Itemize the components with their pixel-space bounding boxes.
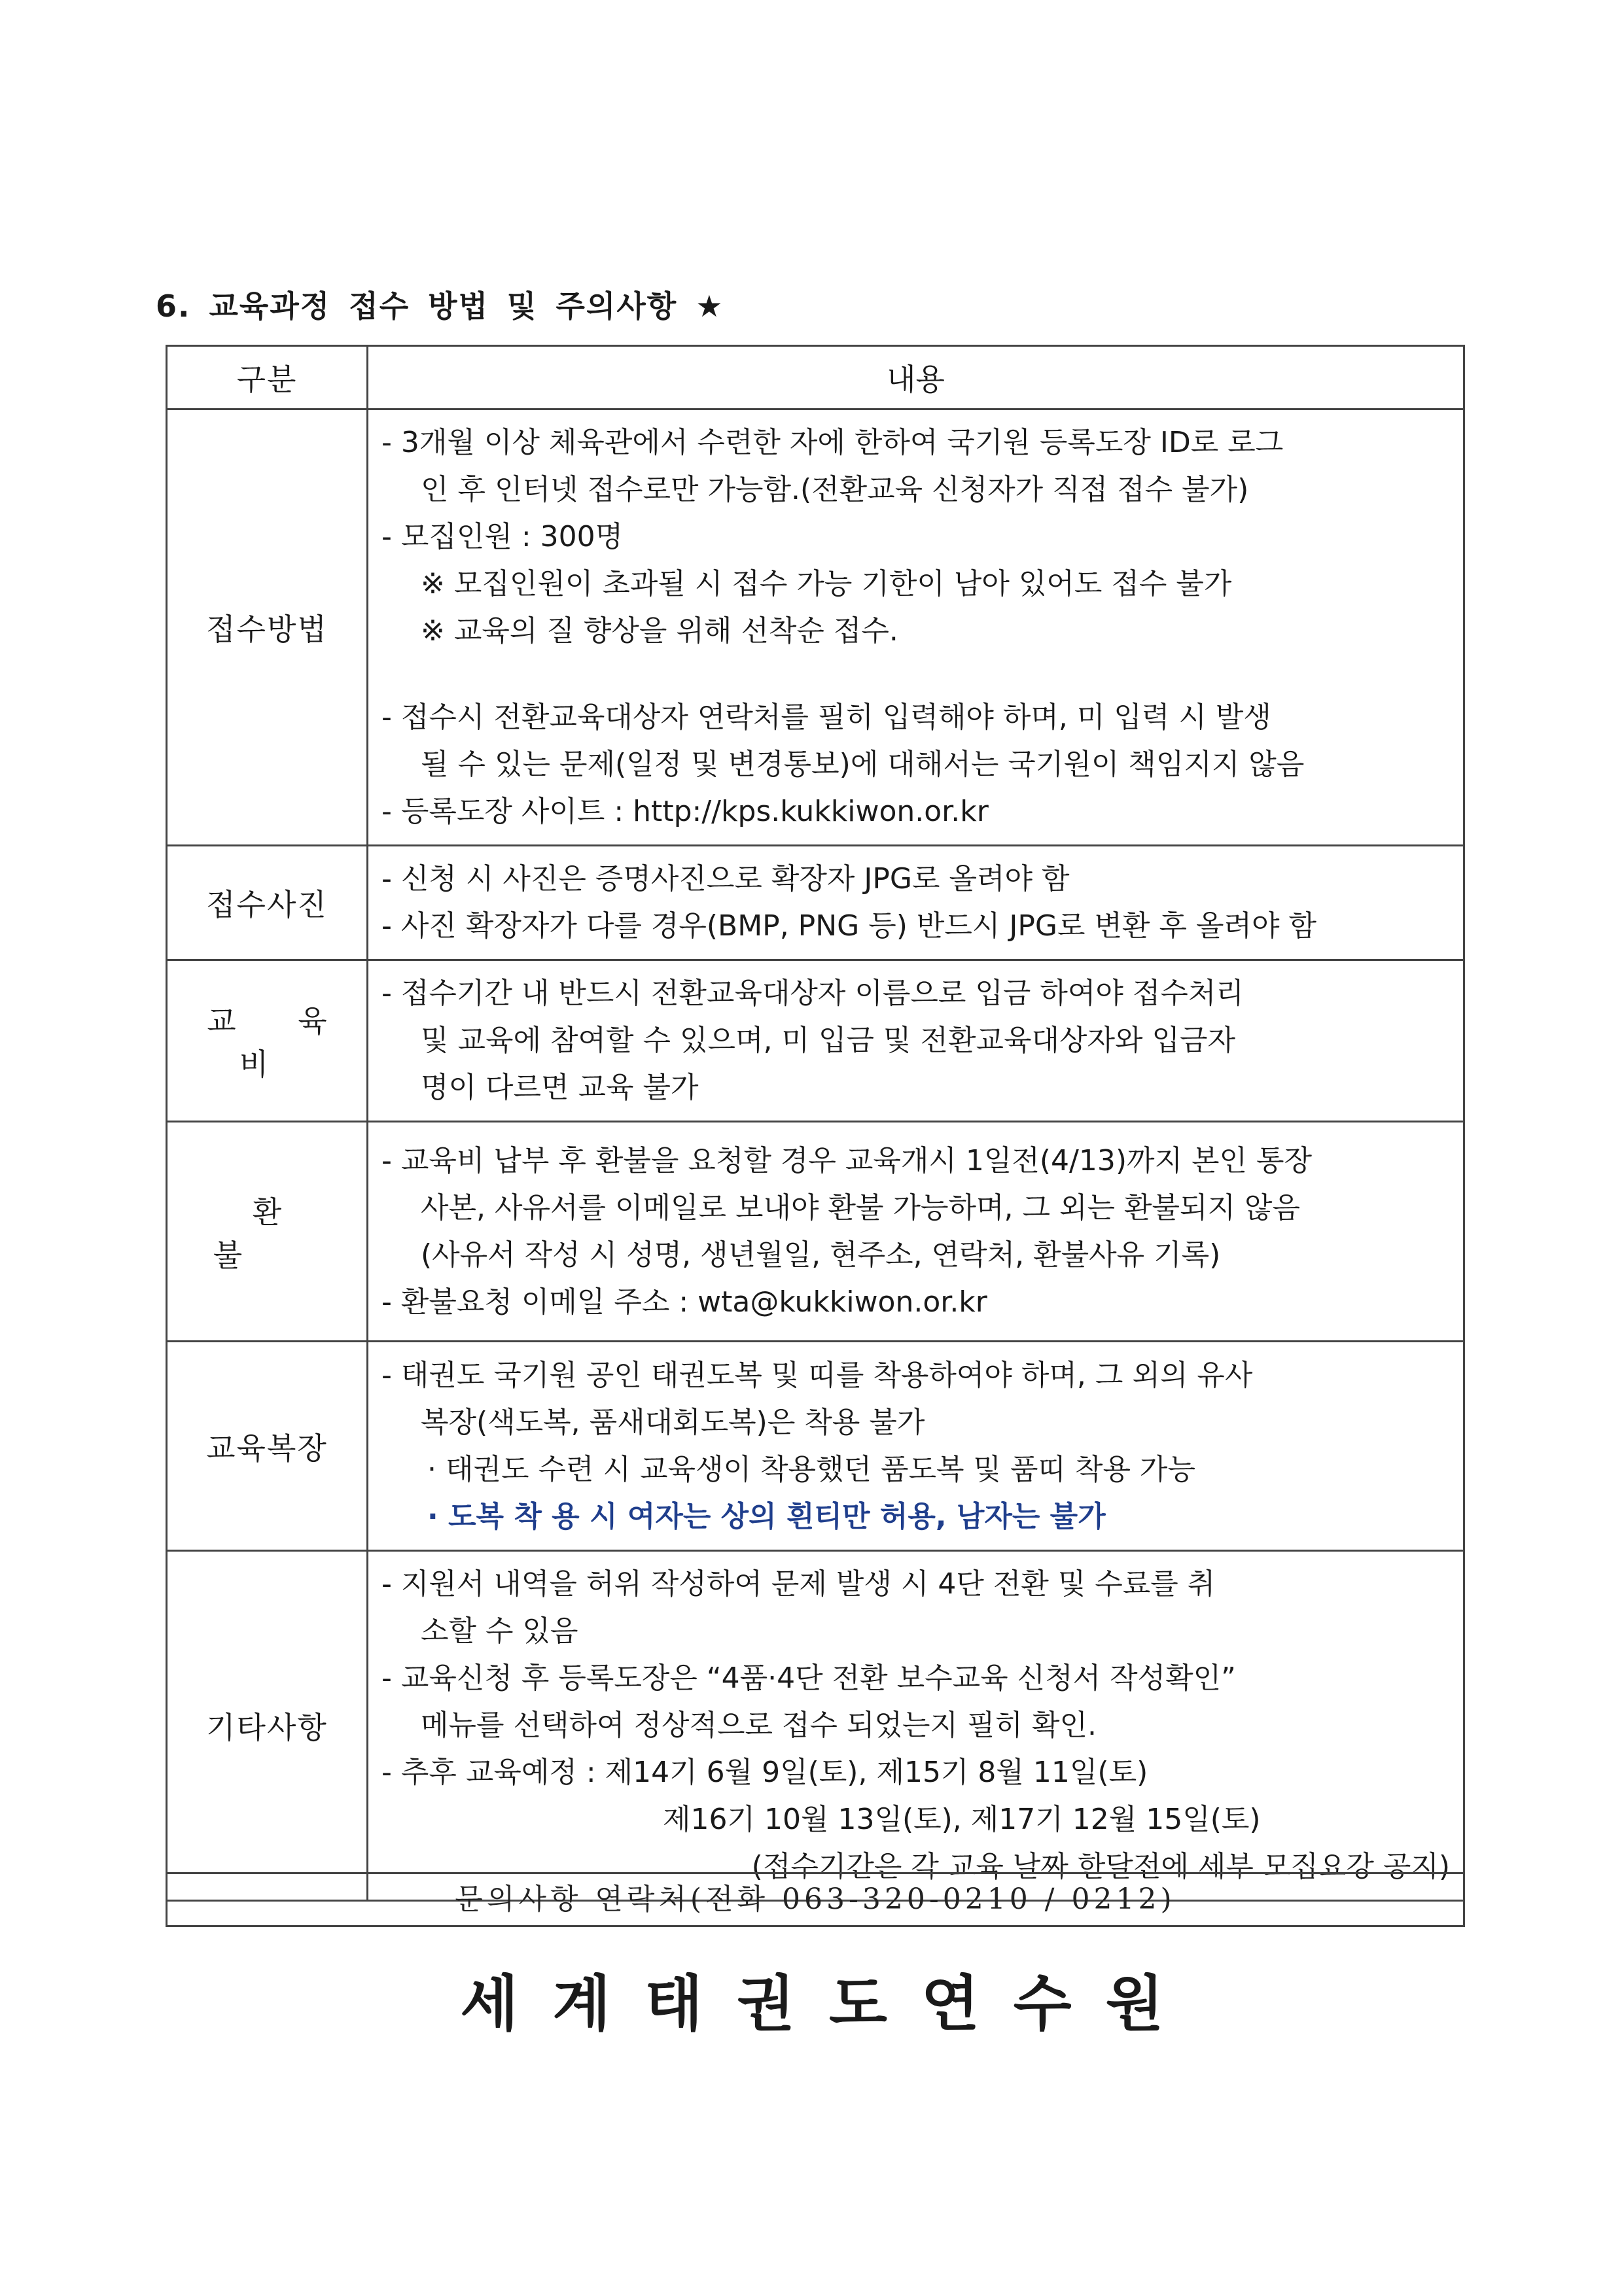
content-line: - 태권도 국기원 공인 태권도복 및 띠를 착용하여야 하며, 그 외의 유사 (381, 1358, 1253, 1392)
header-category: 구분 (167, 346, 368, 409)
content-line: - 교육신청 후 등록도장은 “4품·4단 전환 보수교육 신청서 작성확인” (381, 1661, 1236, 1695)
content-line: - 환불요청 이메일 주소 : wta@kukkiwon.or.kr (381, 1285, 987, 1319)
content-line: · 태권도 수련 시 교육생이 착용했던 품도복 및 품띠 착용 가능 (427, 1452, 1195, 1486)
row-category: 기타사항 (167, 1551, 368, 1901)
row-category: 교육복장 (167, 1342, 368, 1551)
content-line: - 접수시 전환교육대상자 연락처를 필히 입력해야 하며, 미 입력 시 발생 (381, 701, 1271, 734)
row-content (368, 1551, 1464, 1901)
table-row (167, 1342, 1464, 1551)
content-line: 될 수 있는 문제(일정 및 변경통보)에 대해서는 국기원이 책임지지 않음 (421, 748, 1305, 781)
content-line: 메뉴를 선택하여 정상적으로 접수 되었는지 필히 확인. (421, 1709, 1097, 1742)
content-line: 명이 다르면 교육 불가 (421, 1071, 699, 1104)
content-line: 복장(색도복, 품새대회도복)은 착용 불가 (421, 1405, 925, 1439)
content-line: ※ 교육의 질 향상을 위해 선착순 접수. (421, 614, 898, 648)
content-line: - 신청 시 사진은 증명사진으로 확장자 JPG로 올려야 함 (381, 862, 1070, 896)
table-row (167, 960, 1464, 1122)
organization-name: 세계태권도연수원 (460, 1969, 1198, 2039)
content-line: - 지원서 내역을 허위 작성하여 문제 발생 시 4단 전환 및 수료를 취 (381, 1567, 1216, 1601)
row-category: 접수사진 (167, 846, 368, 960)
row-category: 접수방법 (167, 409, 368, 846)
contact-box: 문의사항 연락처(전화 063-320-0210 / 0212) (166, 1872, 1465, 1927)
content-line: - 교육비 납부 후 환불을 요청할 경우 교육개시 1일전(4/13)까지 본인 통장 (381, 1143, 1312, 1177)
table-row (167, 846, 1464, 960)
content-line: 제16기 10월 13일(토), 제17기 12월 15일(토) (663, 1803, 1261, 1836)
content-line: 인 후 인터넷 접수로만 가능함.(전환교육 신청자가 직접 접수 불가) (421, 473, 1249, 506)
content-line: - 모집인원 : 300명 (381, 520, 624, 553)
content-line: - 사진 확장자가 다를 경우(BMP, PNG 등) 반드시 JPG로 변환 후 올려야 함 (381, 909, 1316, 943)
row-category: 환 불 (167, 1122, 368, 1342)
content-line: - 접수기간 내 반드시 전환교육대상자 이름으로 입금 하여야 접수처리 (381, 977, 1244, 1010)
row-content (368, 409, 1464, 846)
header-content: 내용 (368, 346, 1464, 409)
content-line: ※ 모집인원이 초과될 시 접수 가능 기한이 남아 있어도 접수 불가 (421, 567, 1232, 600)
content-line: - 3개월 이상 체육관에서 수련한 자에 한하여 국기원 등록도장 ID로 로그 (381, 426, 1284, 459)
content-line: - 등록도장 사이트 : http://kps.kukkiwon.or.kr (381, 795, 989, 828)
table-row (167, 1551, 1464, 1901)
info-table (166, 345, 1465, 1902)
content-line: 소할 수 있음 (421, 1614, 578, 1648)
table-header-row (167, 346, 1464, 409)
content-line: - 추후 교육예정 : 제14기 6월 9일(토), 제15기 8월 11일(토) (381, 1756, 1148, 1789)
spacer (381, 655, 1450, 694)
row-content (368, 846, 1464, 960)
content-line: (사유서 작성 시 성명, 생년월일, 현주소, 연락처, 환불사유 기록) (421, 1238, 1221, 1272)
row-content (368, 960, 1464, 1122)
row-category: 교 육 비 (167, 960, 368, 1122)
content-line: (접수기간은 각 교육 날짜 한달전에 세부 모집요강 공지) (751, 1850, 1450, 1883)
highlight-line: · 도복 착 용 시 여자는 상의 흰티만 허용, 남자는 불가 (427, 1499, 1106, 1533)
row-content (368, 1122, 1464, 1342)
table-row (167, 1122, 1464, 1342)
section-title: 6. 교육과정 접수 방법 및 주의사항 ★ (156, 288, 724, 324)
row-content (368, 1342, 1464, 1551)
table-row (167, 409, 1464, 846)
content-line: 및 교육에 참여할 수 있으며, 미 입금 및 전환교육대상자와 입금자 (421, 1024, 1235, 1057)
content-line: 사본, 사유서를 이메일로 보내야 환불 가능하며, 그 외는 환불되지 않음 (421, 1191, 1300, 1225)
